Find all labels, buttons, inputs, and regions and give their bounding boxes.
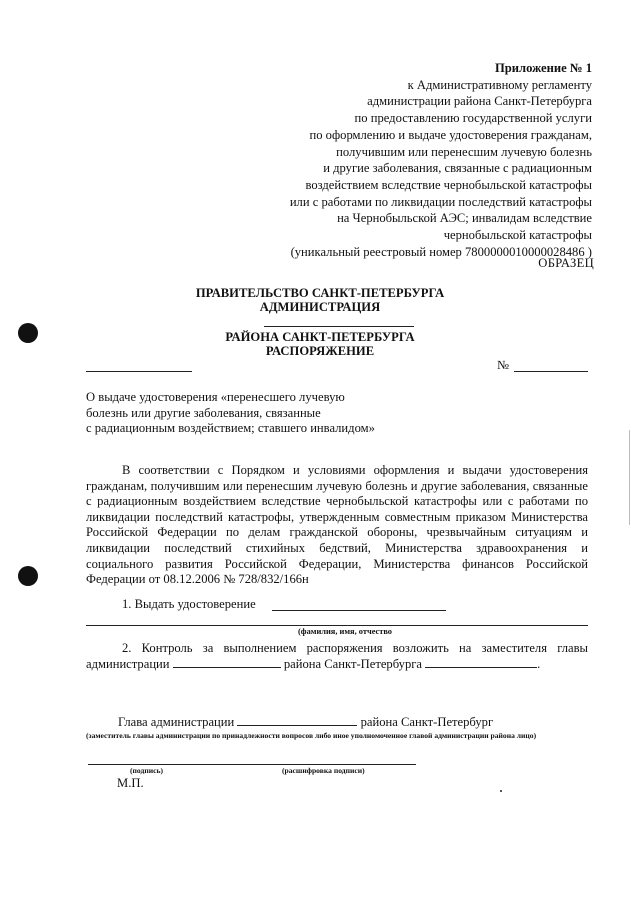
scan-edge-mark — [629, 430, 630, 525]
sample-label: ОБРАЗЕЦ — [538, 256, 594, 270]
appendix-line: к Административному регламенту — [407, 77, 592, 92]
full-name-caption: (фамилия, имя, отчество — [297, 627, 392, 636]
deputy-blank-line — [173, 656, 281, 668]
item2-text-part2: района Санкт-Петербурга — [283, 657, 422, 671]
number-blank-line — [514, 371, 588, 372]
appendix-line: и другие заболевания, связанные с радиационным — [323, 161, 592, 176]
appendix-line: воздействием вследствие чернобыльской катастрофы — [305, 177, 592, 192]
header-blank-line — [264, 326, 414, 327]
appendix-line: администрации района Санкт-Петербурга — [367, 94, 592, 109]
appendix-title: Приложение № 1 — [494, 61, 592, 75]
date-blank-line — [86, 371, 192, 372]
signature-blank-line — [88, 764, 143, 765]
appendix-line: чернобыльской катастрофы — [443, 228, 592, 243]
subject-line: с радиационным воздействием; ставшего инвалидом» — [86, 421, 375, 435]
header-district: РАЙОНА САНКТ-ПЕТЕРБУРГА — [225, 330, 415, 344]
appendix-line: или с работами по ликвидации последствий катастрофы — [289, 194, 592, 209]
deputy-name-blank-line — [425, 656, 537, 668]
item2-text-part3: . — [537, 657, 541, 671]
appendix-block — [262, 60, 592, 260]
signature-decode-caption: (расшифровка подписи) — [282, 766, 365, 775]
number-label: № — [497, 358, 510, 372]
appendix-line: по предоставлению государственной услуги — [354, 111, 592, 126]
binder-hole-bottom — [18, 566, 38, 586]
head-suffix: района Санкт-Петербург — [360, 715, 494, 729]
head-note: (заместитель главы администрации по принадлежности вопросов либо иное уполномоченное главой администрации района лицо) — [86, 731, 537, 740]
scan-speck — [500, 790, 502, 792]
header-administration: АДМИНИСТРАЦИЯ — [259, 300, 381, 314]
full-name-blank-line — [86, 625, 588, 626]
stamp-place-label: М.П. — [117, 776, 144, 790]
item2-paragraph — [86, 640, 588, 672]
appendix-line: на Чернобыльской АЭС; инвалидам вследствие — [337, 211, 592, 226]
header-government: ПРАВИТЕЛЬСТВО САНКТ-ПЕТЕРБУРГА — [195, 286, 445, 300]
item1-blank-line — [272, 610, 446, 611]
appendix-line: по оформлению и выдаче удостоверения гражданам, — [309, 127, 592, 142]
subject-line: болезнь или другие заболевания, связанные — [86, 405, 321, 420]
preamble-paragraph: В соответствии с Порядком и условиями оформления и выдачи удостоверения гражданам, получившим или перенесшим лучевую болезнь и другие заболевания, связанные с радиационным воздействием вследствие чернобыльской катастрофы или с работами по ликвидации последствий катастрофы, утвержденным совместным приказом Министерства Российской Федерации по делам гражданской обороны, чрезвычайным ситуациям и ликвидации последствий стихийных бедствий, Министерства здравоохранения и социального развития Российской Федерации, Министерства финансов Российской Федерации от 08.12.2006 № 728/832/166н — [86, 463, 588, 587]
appendix-registry-number: (уникальный реестровый номер 7800000010000028486 ) — [290, 244, 592, 259]
head-district-blank-line — [237, 714, 357, 726]
item1-label: 1. Выдать удостоверение — [122, 597, 256, 611]
signature-decode-blank-line — [143, 764, 416, 765]
item2-text-part1: 2. Контроль за выполнением распоряжения возложить на заместителя главы администрации — [86, 641, 588, 671]
order-subject — [86, 390, 375, 437]
head-signature-line — [118, 714, 493, 730]
subject-line: О выдаче удостоверения «перенесшего лучевую — [86, 390, 345, 404]
head-label: Глава администрации — [118, 715, 235, 729]
header-order-title: РАСПОРЯЖЕНИЕ — [265, 344, 375, 358]
signature-caption: (подпись) — [130, 766, 163, 775]
appendix-line: получившим или перенесшим лучевую болезнь — [336, 144, 592, 159]
